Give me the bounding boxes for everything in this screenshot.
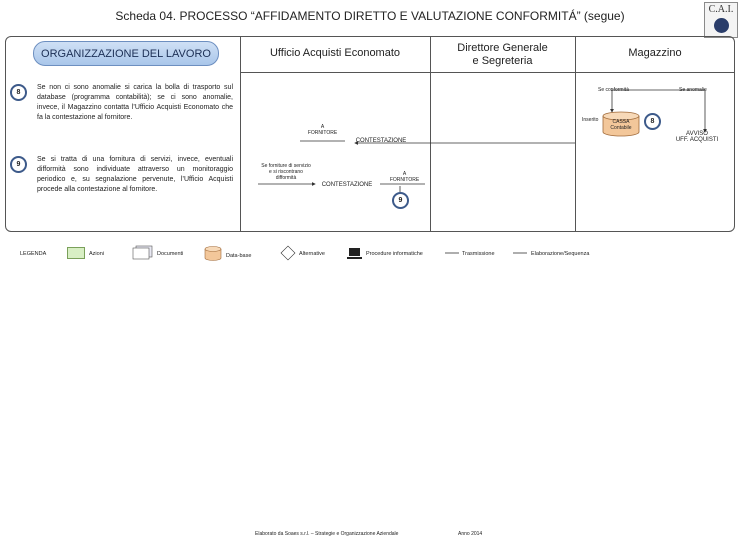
a-fornitore-bottom-1: A (402, 171, 407, 177)
org-label: ORGANIZZAZIONE DEL LAVORO (41, 47, 211, 60)
legend-computer-icon (349, 248, 360, 256)
avviso-line-2: UFF. ACQUISTI (675, 137, 719, 143)
direttore-line-2: e Segreteria (472, 55, 533, 67)
legend-document-icon (133, 248, 149, 259)
legend-database: Data-base (226, 253, 252, 259)
servizi-line-1: Se forniture di servizio (261, 163, 311, 169)
step-badge-8: 8 (10, 84, 27, 101)
legend-azioni: Azioni (89, 251, 104, 257)
legend-procedure: Procedure informatiche (366, 251, 423, 257)
legend-elaborazione: Elaborazione/Sequenza (531, 251, 590, 257)
legend-trasmissione: Trasmissione (462, 251, 495, 257)
label-se-conformita: Se conformità (598, 87, 629, 93)
a-fornitore-top-1: A (320, 124, 325, 130)
cassa-line-1: CASSA (612, 119, 630, 125)
column-header-ufficio: Ufficio Acquisti Economato (269, 47, 401, 59)
logo-text: C.A.I. (708, 4, 734, 15)
legend-computer-base (347, 257, 362, 259)
flow-badge-9: 9 (392, 192, 409, 209)
legend-title: LEGENDA (20, 251, 47, 257)
label-se-anomalie: Se anomalie (679, 87, 707, 93)
contestazione-top-box: CONTESTAZIONE (355, 138, 407, 144)
servizi-line-3: difformità (275, 175, 297, 181)
legend-documenti: Documenti (157, 251, 184, 257)
flow-badge-8: 8 (644, 113, 661, 130)
footer-credit: Elaborato da Soaes s.r.l. – Strategie e Organizzazione Aziendale (255, 531, 399, 537)
label-inserito: Inserito (582, 117, 599, 123)
step-9-text: Se si tratta di una fornitura di servizi, invece, eventuali difformità sono individuate attraverso un monitoraggio periodico e, su segnalazione pervenute, l’Ufficio Acquisti procede alla contestazione al fornitore. (37, 156, 233, 193)
a-fornitore-bottom-2: FORNITORE (389, 177, 420, 183)
a-fornitore-top-2: FORNITORE (307, 130, 338, 136)
avviso-line-1: AVVISO (686, 131, 708, 137)
servizi-line-2: e si riscontrano (269, 169, 303, 175)
footer-year: Anno 2014 (458, 531, 483, 537)
step-badge-9: 9 (10, 156, 27, 173)
legend-database-top (205, 247, 221, 252)
legend-alternative-icon (281, 246, 295, 260)
step-8-text: Se non ci sono anomalie si carica la bolla di trasporto sul database (programma contabilità); se ci sono anomalie, invece, il Magazzino contatta l’Ufficio Acquisti Economato che fa la contestazione al fornitore. (37, 84, 233, 121)
direttore-line-1: Direttore Generale (457, 42, 548, 54)
legend-alternative: Alternative (299, 251, 325, 257)
page-title: Scheda 04. PROCESSO “AFFIDAMENTO DIRETTO E VALUTAZIONE CONFORMITÁ” (segue) (115, 9, 625, 23)
cassa-line-2: Contabile (610, 125, 632, 131)
column-header-magazzino: Magazzino (628, 47, 682, 59)
contestazione-bottom-box: CONTESTAZIONE (321, 182, 373, 188)
